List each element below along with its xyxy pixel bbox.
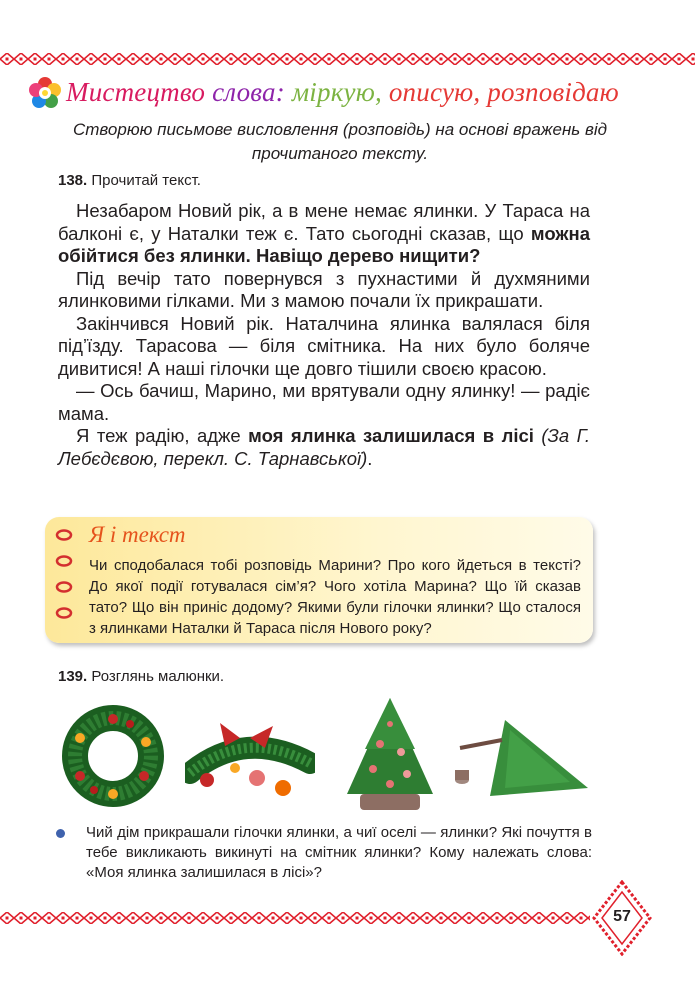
text-questions-box [45,517,593,643]
page-number-ornament [592,880,662,960]
box-title: Я і текст [89,522,186,547]
task-139-text: Розглянь малюнки. [91,668,225,685]
story-text [58,200,590,470]
title-word-3: міркую, [291,77,382,107]
lesson-intro: Створюю письмове висловлення (розповідь) на основі вражень від прочитаного тексту. [72,120,608,163]
task-138-number: 138. [58,172,88,189]
story-source: (За Г. Лебєдєвою, перекл. С. Тарнавської) [58,425,590,469]
title-word-2: слова: [212,77,285,107]
bullet-icon [56,829,65,838]
page-number: 57 [613,908,631,925]
flower-logo-icon [28,76,62,110]
pictures-row [50,690,595,820]
wreath-image [58,702,168,810]
story-paragraph-4: — Ось бачиш, Марино, ми врятували одну ялинку! — радіє мама. [58,380,590,424]
box-questions: Чи сподобалася тобі розповідь Марини? Про кого йдеться в тексті? До якої події готувалася сім’я? Чого хотіла Марина? Що їй сказав тато? Що він приніс додому? Якими були гілочки ялинки? Що сталося з ялинками Наталки й Тараса після Нового року? [89,557,581,637]
decorated-tree-image [335,694,445,816]
discarded-tree-image [450,710,590,810]
binder-ring-icon [55,555,73,567]
bottom-ornament-border [0,912,590,924]
section-title [66,77,619,108]
story-p5-end: . [367,447,373,469]
story-paragraph-2: Під вечір тато повернувся з пухнастими й духмяними ялинковими гілками. Ми з мамою почали їх прикрашати. [58,267,590,311]
story-p1-bold: можна обійтися без ялинки. Навіщо дерево нищити? [58,222,590,266]
story-p5-start: Я теж радію, адже [76,425,249,446]
question-text: Чий дім прикрашали гілочки ялинки, а чиї оселі — ялинки? Які почуття в тебе викликають викинуті на смітник ялинки? Кому належать слова: «Моя ялинка залишилася в лісі»? [86,824,592,881]
story-p5-bold: моя ялинка залишилася в лісі [248,425,534,446]
title-word-1: Мистецтво [66,77,206,107]
section-header [28,74,648,114]
story-paragraph-1 [58,200,590,268]
task-139-number: 139. [58,668,88,685]
task-138-heading [58,172,201,189]
discussion-question [62,823,592,883]
binder-ring-icon [55,607,73,619]
binder-ring-icon [55,529,73,541]
task-139-heading [58,668,224,685]
story-paragraph-3: Закінчився Новий рік. Наталчина ялинка валялася біля під’їзду. Тарасова — біля смітника. На них було боляче дивитися! А наші гілочки ще довго тішили своєю красою. [58,312,590,379]
story-paragraph-5 [58,425,590,470]
title-word-4: описую, розповідаю [388,77,619,107]
top-ornament-border [0,53,695,65]
task-138-text: Прочитай текст. [91,172,201,189]
binder-ring-icon [55,581,73,593]
story-p1-start: Незабаром Новий рік, а в мене немає ялинки. У Тараса на балконі є, у Наталки теж є. Тато сьогодні сказав, що [58,200,590,244]
branch-garland-image [185,708,315,808]
